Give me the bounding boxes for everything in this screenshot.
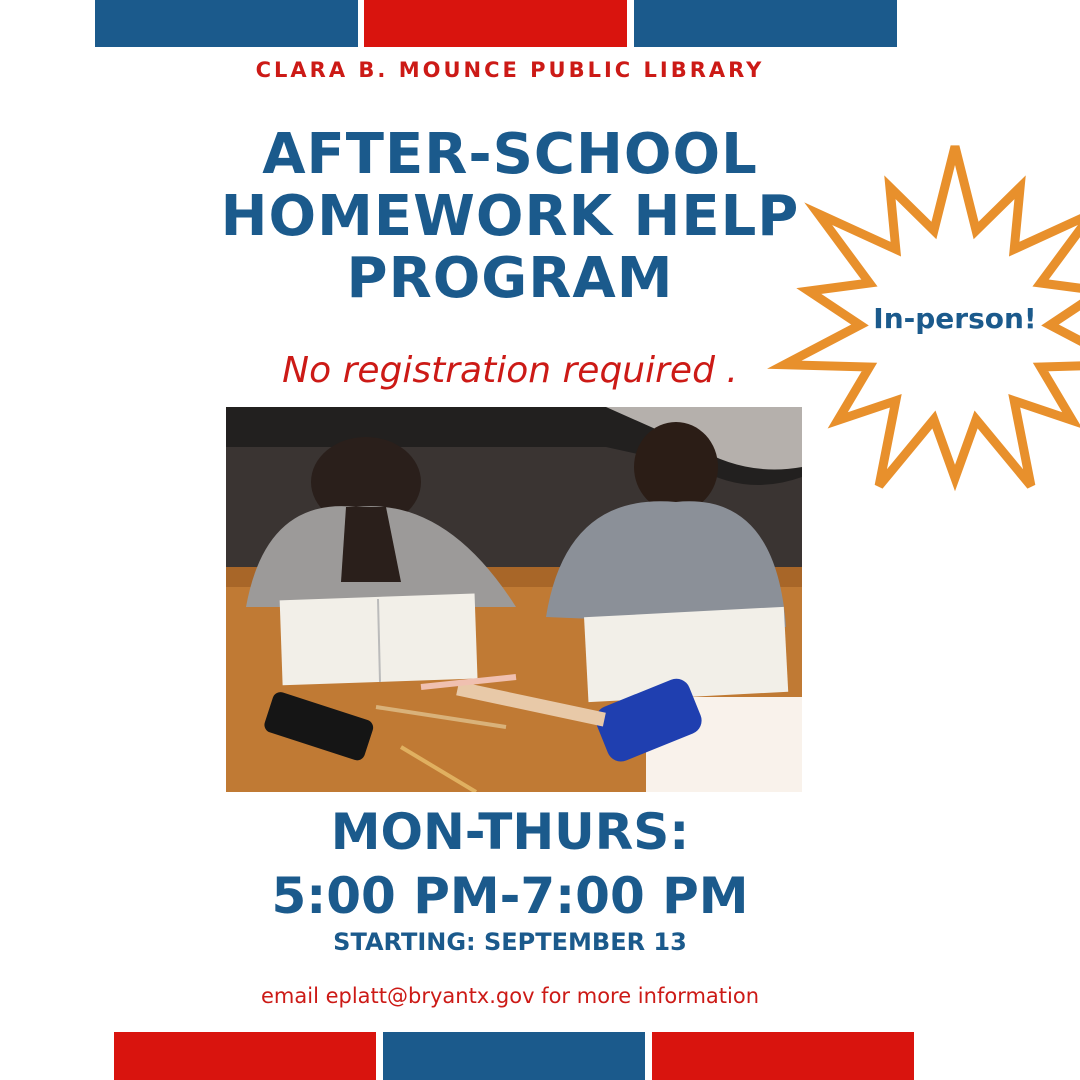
title-line-1: AFTER-SCHOOL — [262, 122, 758, 187]
schedule-time: 5:00 PM-7:00 PM — [271, 867, 749, 925]
registration-note: No registration required . — [282, 350, 738, 391]
top-bar-middle — [364, 0, 627, 47]
start-date: STARTING: SEPTEMBER 13 — [333, 928, 687, 956]
children-doing-homework-photo — [226, 407, 802, 792]
top-bar-right — [634, 0, 897, 47]
schedule-block — [0, 800, 1020, 928]
library-name: CLARA B. MOUNCE PUBLIC LIBRARY — [255, 58, 765, 82]
contact-info: email eplatt@bryantx.gov for more information — [260, 984, 760, 1008]
bottom-bar-left — [114, 1032, 376, 1080]
in-person-badge: In-person! — [873, 302, 1037, 335]
program-title — [180, 124, 840, 310]
top-bar-left — [95, 0, 358, 47]
bottom-bar-right — [652, 1032, 914, 1080]
schedule-days: MON-THURS: — [330, 803, 690, 861]
title-line-3: PROGRAM — [346, 246, 674, 311]
title-line-2: HOMEWORK HELP — [220, 184, 800, 249]
bottom-bar-middle — [383, 1032, 645, 1080]
